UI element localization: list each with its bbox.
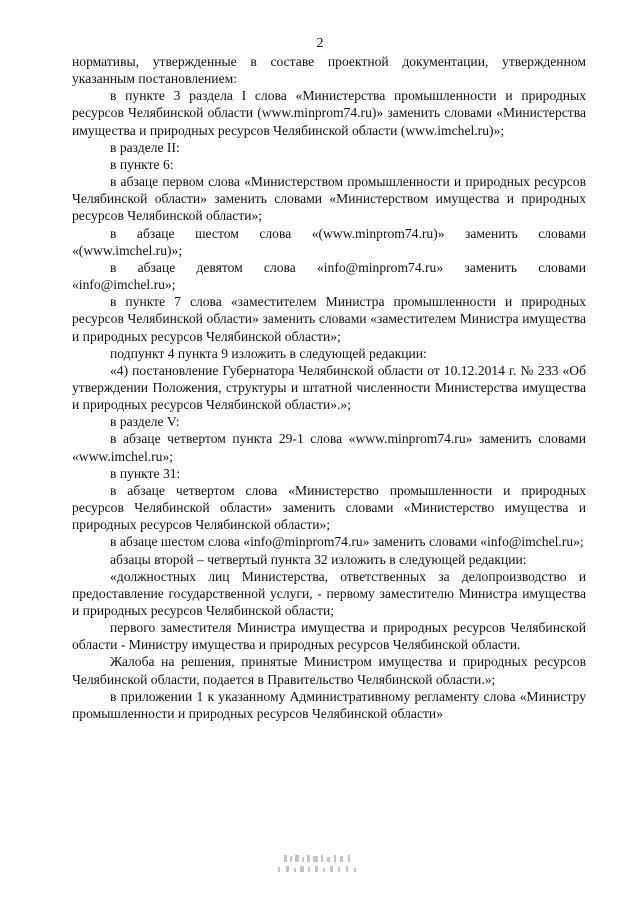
paragraph-quoted-text: «4) постановление Губернатора Челябинской области от 10.12.2014 г. № 233 «Об утверждении Положения, структуры и штатной численности Министерства имущества и природных ресурсов Челябинской области».»; (72, 362, 586, 413)
paragraph-amendment: в абзаце первом слова «Министерством промышленности и природных ресурсов Челябинской области» заменить словами «Министерством имущества и природных ресурсов Челябинской области»; (72, 174, 586, 224)
faded-stamp-graphic (260, 853, 380, 877)
paragraph-point-heading: в пункте 6: (110, 156, 174, 172)
page-number: 2 (316, 36, 324, 51)
paragraph-amendment: абзацы второй – четвертый пункта 32 изложить в следующей редакции: (110, 551, 527, 567)
paragraph-intro: нормативы, утвержденные в составе проектной документации, утвержденном указанным постановлением: (72, 54, 586, 87)
paragraph-amendment: в абзаце шестом слова «info@minprom74.ru» заменить словами «info@imchel.ru»; (110, 534, 584, 550)
paragraph-amendment: в пункте 7 слова «заместителем Министра промышленности и природных ресурсов Челябинской области» заменить словами «заместителем Министра имущества и природных ресурсов Челябинской области»; (72, 294, 586, 344)
paragraph-quoted-text: первого заместителя Министра имущества и природных ресурсов Челябинской области - Министру имущества и природных ресурсов Челябинской области. (72, 620, 586, 653)
paragraph-quoted-text: «должностных лиц Министерства, ответственных за делопроизводство и предоставление государственной услуги, - первому заместителю Министра имущества и природных ресурсов Челябинской области; (72, 568, 586, 618)
paragraph-section-heading: в разделе V: (110, 414, 180, 430)
paragraph-amendment: в абзаце шестом слова «(www.minprom74.ru)» заменить словами «(www.imchel.ru)»; (72, 225, 586, 258)
paragraph-section-heading: в разделе II: (110, 139, 180, 155)
document-body (72, 53, 586, 722)
paragraph-amendment: в приложении 1 к указанному Административному регламенту слова «Министру промышленности и природных ресурсов Челябинской области» (72, 688, 586, 721)
paragraph-point-heading: в пункте 31: (110, 465, 181, 481)
paragraph-amendment: в пункте 3 раздела I слова «Министерства промышленности и природных ресурсов Челябинской области (www.minprom74.ru)» заменить словами «Министерства имущества и природных ресурсов Челябинской области (www.imchel.ru)»; (72, 88, 586, 138)
paragraph-quoted-text: Жалоба на решения, принятые Министром имущества и природных ресурсов Челябинской области, подается в Правительство Челябинской области.»; (72, 654, 586, 687)
paragraph-amendment: в абзаце девятом слова «info@minprom74.ru» заменить словами «info@imchel.ru»; (72, 259, 586, 293)
paragraph-amendment: в абзаце четвертом слова «Министерство промышленности и природных ресурсов Челябинской области» заменить словами «Министерство имущества и природных ресурсов Челябинской области»; (72, 482, 586, 533)
paragraph-amendment: подпункт 4 пункта 9 изложить в следующей редакции: (110, 345, 427, 361)
faded-stamp-mark (0, 853, 640, 880)
paragraph-amendment: в абзаце четвертом пункта 29-1 слова «www.minprom74.ru» заменить словами «www.imchel.ru»; (72, 431, 586, 464)
